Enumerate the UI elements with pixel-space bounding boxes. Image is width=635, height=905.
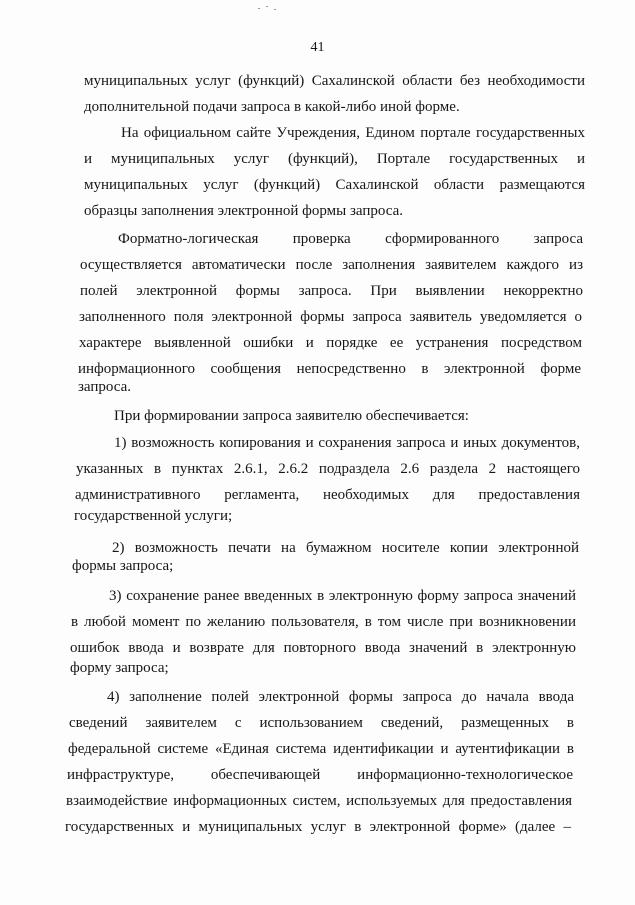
- text-line: государственной услуги;: [74, 508, 233, 524]
- text-line: информационного сообщения непосредственно в электронной форме: [78, 361, 581, 377]
- text-line: На официальном сайте Учреждения, Едином портале государственных: [121, 125, 585, 141]
- text-line: 3) сохранение ранее введенных в электронную форму запроса значений: [109, 588, 576, 604]
- text-line: При формировании запроса заявителю обеспечивается:: [114, 408, 469, 424]
- text-line: государственных и муниципальных услуг в электронной форме» (далее –: [65, 819, 571, 835]
- text-line: дополнительной подачи запроса в какой-либо иной форме.: [84, 99, 460, 115]
- text-line: муниципальных услуг (функций) Сахалинской области размещаются: [84, 177, 585, 193]
- text-line: форму запроса;: [70, 660, 169, 676]
- text-line: взаимодействие информационных систем, используемых для предоставления: [66, 793, 572, 809]
- scan-speck: [258, 8, 260, 9]
- text-line: заполненного поля электронной формы запроса заявитель уведомляется о: [79, 309, 582, 325]
- text-line: сведений заявителем с использованием сведений, размещенных в: [69, 715, 574, 731]
- scan-speck: [274, 9, 276, 10]
- text-line: характере выявленной ошибки и порядке ее устранения посредством: [79, 335, 582, 351]
- text-line: Форматно-логическая проверка сформированного запроса: [118, 231, 583, 247]
- text-line: образцы заполнения электронной формы запроса.: [84, 203, 403, 219]
- text-line: формы запроса;: [72, 558, 174, 574]
- text-line: ошибок ввода и возврате для повторного ввода значений в электронную: [70, 640, 576, 656]
- text-line: 2) возможность печати на бумажном носителе копии электронной: [112, 540, 579, 556]
- text-line: в любой момент по желанию пользователя, в том числе при возникновении: [71, 614, 576, 630]
- text-line: осуществляется автоматически после заполнения заявителем каждого из: [80, 257, 583, 273]
- text-line: указанных в пунктах 2.6.1, 2.6.2 подраздела 2.6 раздела 2 настоящего: [76, 461, 580, 477]
- text-line: административного регламента, необходимых для предоставления: [75, 487, 580, 503]
- text-line: запроса.: [78, 379, 132, 395]
- text-line: 1) возможность копирования и сохранения запроса и иных документов,: [114, 435, 580, 451]
- text-line: полей электронной формы запроса. При выявлении некорректно: [80, 283, 583, 299]
- scan-speck: [266, 6, 268, 7]
- text-line: инфраструктуре, обеспечивающей информационно-технологическое: [67, 767, 573, 783]
- text-line: и муниципальных услуг (функций), Портале государственных и: [84, 151, 585, 167]
- text-line: муниципальных услуг (функций) Сахалинской области без необходимости: [84, 73, 585, 89]
- page-number: 41: [310, 40, 325, 55]
- text-line: 4) заполнение полей электронной формы запроса до начала ввода: [107, 689, 574, 705]
- text-line: федеральной системе «Единая система идентификации и аутентификации в: [68, 741, 574, 757]
